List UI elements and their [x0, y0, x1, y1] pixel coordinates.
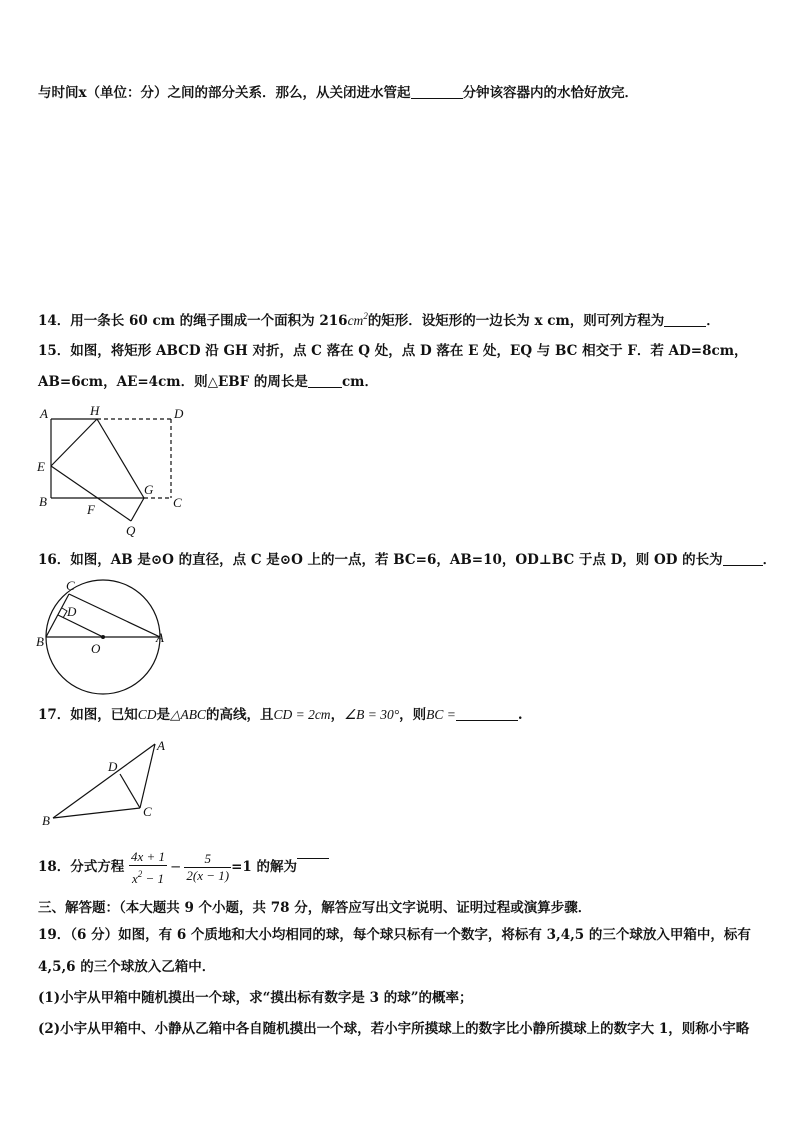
segment-HG: [97, 419, 144, 498]
q17-end: .: [517, 707, 523, 723]
q18-frac2-numerator: 5: [184, 851, 231, 868]
q17-answer-blank[interactable]: [456, 706, 518, 721]
q19-part1: (1)小宇从甲箱中随机摸出一个球，求“摸出标有数字是 3 的球”的概率；: [38, 990, 473, 1006]
q17-bc-eq: BC =: [426, 707, 456, 722]
label-B: B: [39, 494, 47, 509]
label-D: D: [67, 604, 77, 619]
label-A: A: [157, 738, 165, 753]
q17-triangle-figure: [40, 736, 180, 831]
q17-triangle: △ABC: [170, 707, 206, 722]
q17-angle-b: ∠B = 30°: [344, 707, 400, 722]
q15-line2: [38, 372, 764, 392]
label-B: B: [36, 634, 44, 649]
center-point: [101, 635, 105, 639]
q14-text-b: 的矩形．设矩形的一边长为 x cm，则可列方程为: [367, 313, 665, 329]
segment-EH: [51, 419, 97, 466]
section-3-heading: 三、解答题：（本大题共 9 个小题，共 78 分，解答应写出文字说明、证明过程或演算步骤．: [38, 900, 592, 916]
q18-frac1-den-exp: 2: [137, 868, 143, 879]
q17-sep: ，: [330, 707, 345, 723]
label-G: G: [144, 482, 154, 497]
q14-answer-blank[interactable]: [664, 312, 706, 327]
label-O: O: [91, 641, 101, 656]
q17-text-a: 17．如图，已知: [38, 707, 138, 723]
q13-suffix: 分钟该容器内的水恰好放完．: [462, 85, 639, 101]
label-F: F: [87, 502, 95, 517]
q18-fraction-2: [184, 851, 231, 884]
q18-frac1-denominator: [129, 866, 167, 887]
altitude-CD: [120, 774, 140, 808]
q19-line2: 4,5,6 的三个球放入乙箱中．: [38, 959, 216, 975]
q15-line1: 15．如图，将矩形 ABCD 沿 GH 对折，点 C 落在 Q 处，点 D 落在 E 处，EQ 与 BC 相交于 F．若 AD=8cm，: [38, 343, 748, 359]
label-H: H: [90, 403, 100, 418]
q16-text: 16．如图，AB 是⊙O 的直径，点 C 是⊙O 上的一点，若 BC=6，AB=10，OD⊥BC 于点 D，则 OD 的长为: [38, 552, 723, 568]
label-Q: Q: [126, 523, 136, 538]
q14-line: [38, 306, 764, 331]
q13-answer-blank[interactable]: [411, 84, 463, 99]
q18-text-b: =1 的解为: [231, 859, 297, 875]
q14-end: ．: [706, 313, 720, 329]
q14-unit: cm: [347, 313, 364, 328]
q17-text-c: 的高线，且: [205, 707, 274, 723]
q17-line: [38, 705, 764, 725]
label-D: D: [174, 406, 184, 421]
q13-line: [38, 83, 764, 103]
label-C: C: [143, 804, 152, 819]
q18-minus: −: [170, 859, 182, 875]
q18-frac2-denominator: 2(x − 1): [186, 868, 230, 883]
label-A: A: [156, 630, 164, 645]
segment-QG: [131, 498, 144, 521]
q19-line1: 19．（6 分）如图，有 6 个质地和大小均相同的球，每个球只标有一个数字，将标有 3,4,5 的三个球放入甲箱中，标有: [38, 927, 751, 943]
q18-text-a: 18．分式方程: [38, 859, 125, 875]
q18-line: [38, 844, 764, 884]
q18-fraction-1: [129, 849, 167, 887]
q17-cd-length: CD = 2cm: [273, 707, 331, 722]
q18-answer-blank[interactable]: [297, 844, 329, 859]
label-B: B: [42, 813, 50, 828]
q18-frac1-numerator: 4x + 1: [131, 848, 166, 864]
q18-frac1-den-rest: − 1: [142, 870, 165, 886]
q15-line2-a: AB=6cm，AE=4cm．则△EBF 的周长是: [38, 374, 308, 390]
label-C: C: [173, 495, 182, 510]
q14-exponent: 2: [363, 311, 368, 321]
q13-text: 与时间x（单位：分）之间的部分关系．那么，从关闭进水管起: [38, 85, 411, 101]
q15-line2-b: cm．: [341, 374, 378, 390]
q16-line: [38, 550, 777, 570]
q15-rectangle-fold-figure: [34, 402, 194, 542]
q16-end: ．: [762, 552, 777, 568]
q16-circle-figure: [34, 578, 174, 698]
q15-answer-blank[interactable]: [308, 373, 342, 388]
label-C: C: [66, 578, 75, 593]
q14-text-a: 14．用一条长 60 cm 的绳子围成一个面积为 216: [38, 313, 348, 329]
q17-text-b: 是: [156, 707, 171, 723]
label-A: A: [40, 406, 48, 421]
q18-frac1-den-x: x: [131, 870, 138, 886]
q16-answer-blank[interactable]: [723, 551, 763, 566]
side-BC: [53, 808, 140, 818]
q17-text-d: ，则: [399, 707, 427, 723]
label-E: E: [37, 459, 45, 474]
chord-BC: [46, 594, 69, 637]
label-D: D: [108, 759, 118, 774]
segment-OD: [58, 615, 103, 637]
q17-cd: CD: [137, 707, 157, 722]
q19-part2: (2)小宇从甲箱中、小静从乙箱中各自随机摸出一个球，若小宇所摸球上的数字比小静所摸球上的数字大 1，则称小宇略: [38, 1021, 750, 1037]
